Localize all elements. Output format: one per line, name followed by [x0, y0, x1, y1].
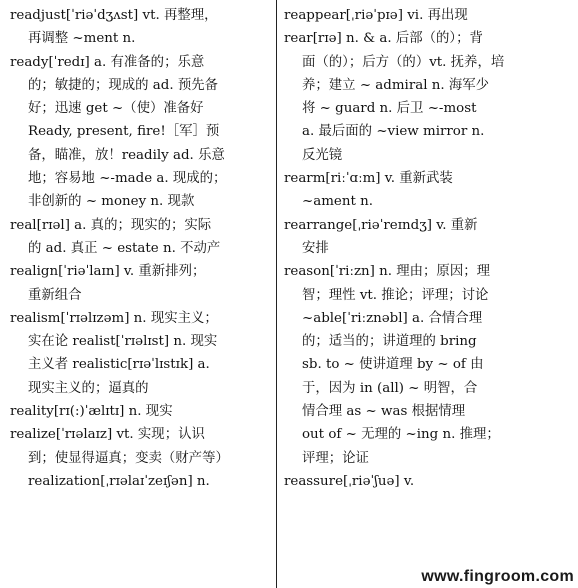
dictionary-line: Ready, present, fire!［军］预	[28, 124, 220, 140]
dictionary-line: rearm[riːˈɑːm] v. 重新武装	[284, 171, 453, 187]
dictionary-line: reason[ˈriːzn] n. 理由；原因；理	[284, 264, 490, 280]
dictionary-line: 面（的）；后方（的）vt. 抚养，培	[302, 54, 505, 70]
dictionary-line: 重新组合	[28, 287, 82, 303]
dictionary-line: real[rɪəl] a. 真的；现实的；实际	[10, 217, 212, 233]
dictionary-line: 的 ad. 真正 ~ estate n. 不动产	[28, 240, 221, 256]
dictionary-line: 的；适当的；讲道理的 bring	[302, 334, 477, 350]
dictionary-line: realize[ˈrɪəlaɪz] vt. 实现；认识	[10, 427, 205, 443]
dictionary-line: 好；迅速 get ~（使）准备好	[28, 101, 204, 117]
dictionary-line: sb. to ~ 使讲道理 by ~ of 由	[302, 357, 484, 373]
dictionary-line: rearrange[ˌriəˈreɪndʒ] v. 重新	[284, 217, 478, 233]
dictionary-line: 反光镜	[302, 147, 343, 163]
dictionary-line: ready[ˈredɪ] a. 有准备的；乐意	[10, 54, 205, 70]
dictionary-line: 安排	[302, 240, 329, 256]
dictionary-line: rear[rɪə] n. & a. 后部（的）；背	[284, 31, 483, 47]
dictionary-line: 主义者 realistic[rɪəˈlɪstɪk] a.	[28, 357, 210, 373]
dictionary-line: 将 ~ guard n. 后卫 ~-most	[302, 101, 477, 117]
dictionary-line: 于，因为 in (all) ~ 明智，合	[302, 380, 478, 396]
dictionary-line: 评理；论证	[302, 450, 369, 466]
dictionary-line: ~able[ˈriːznəbl] a. 合情合理	[302, 310, 483, 326]
dictionary-line: out of ~ 无理的 ~ing n. 推理；	[302, 427, 500, 443]
watermark-text: www.fingroom.com	[421, 568, 574, 585]
column-divider	[276, 0, 277, 588]
dictionary-line: reappear[ˌriəˈpɪə] vi. 再出现	[284, 8, 468, 23]
dictionary-line: readjust[ˈriəˈdʒʌst] vt. 再整理，	[10, 8, 218, 23]
dictionary-line: 养；建立 ~ admiral n. 海军少	[302, 77, 490, 93]
dictionary-line: 现实主义的；逼真的	[28, 380, 149, 396]
dictionary-line: 到；使显得逼真；变卖（财产等）	[28, 450, 229, 466]
dictionary-line: 的；敏捷的；现成的 ad. 预先备	[28, 77, 219, 93]
right-column	[284, 4, 569, 493]
left-column	[10, 4, 272, 493]
dictionary-line: realization[ˌrɪəlaɪˈzeɪʃən] n.	[28, 473, 210, 489]
dictionary-line: 再调整 ~ment n.	[28, 31, 136, 47]
dictionary-line: realign[ˈriəˈlaɪn] v. 重新排列；	[10, 264, 206, 280]
dictionary-line: 备，瞄准，放！readily ad. 乐意	[28, 147, 225, 163]
dictionary-line: reality[rɪ(:)ˈælɪtɪ] n. 现实	[10, 404, 173, 420]
dictionary-line: 智；理性 vt. 推论；评理；讨论	[302, 287, 489, 303]
dictionary-line: 地；容易地 ~-made a. 现成的；	[28, 171, 227, 187]
dictionary-line: reassure[ˌriəˈʃuə] v.	[284, 473, 415, 489]
dictionary-line: 情合理 as ~ was 根据情理	[302, 404, 466, 420]
dictionary-line: 非创新的 ~ money n. 现款	[28, 194, 195, 210]
dictionary-line: a. 最后面的 ~view mirror n.	[302, 124, 485, 140]
dictionary-line: ~ament n.	[302, 194, 373, 210]
dictionary-line: realism[ˈrɪəlɪzəm] n. 现实主义；	[10, 310, 218, 326]
dictionary-line: 实在论 realist[ˈrɪəlɪst] n. 现实	[28, 334, 218, 350]
